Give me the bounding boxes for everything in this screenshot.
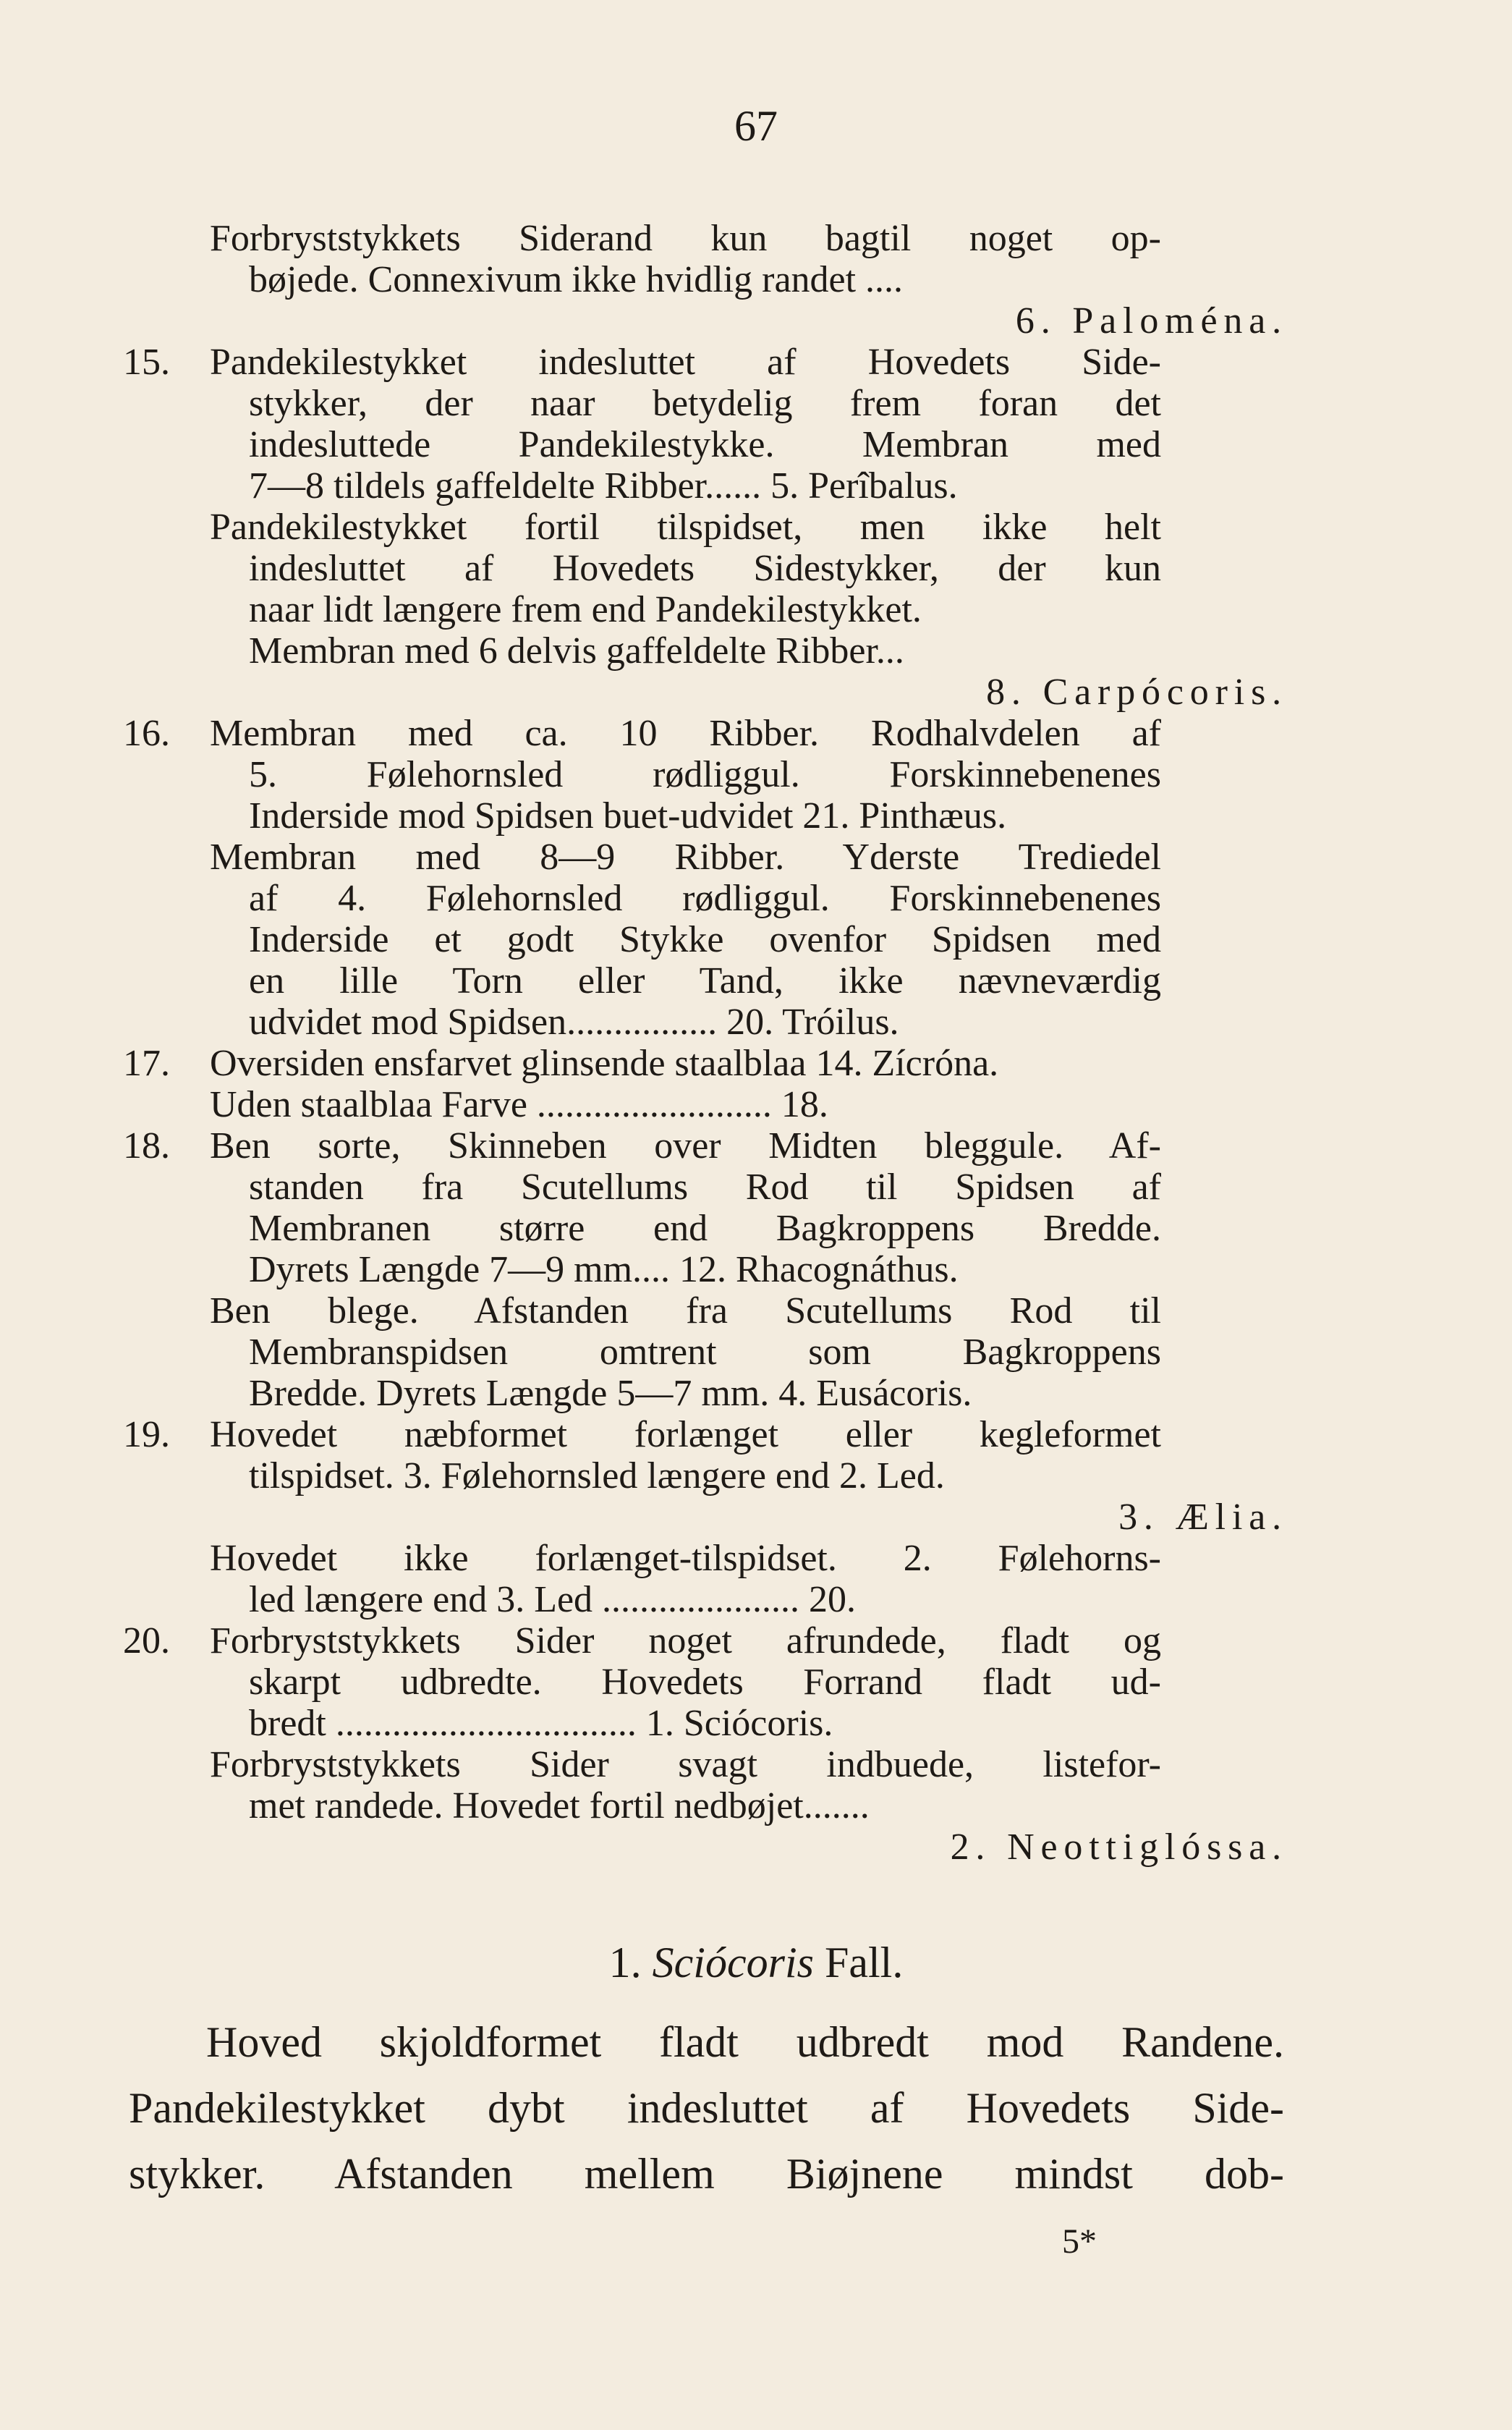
key-line-taxon: 3. Ælia. — [1118, 1496, 1288, 1538]
key-number: 19. — [123, 1414, 170, 1455]
genus-name: Sciócoris — [652, 1939, 814, 1986]
key-line: bredt ................................ 1. Sciócoris. — [249, 1703, 833, 1744]
key-line-taxon: 2. Neottiglóssa. — [950, 1826, 1288, 1868]
section-number: 1. — [608, 1939, 642, 1986]
key-line: indesluttet af Hovedets Sidestykker, der kun — [249, 548, 1161, 589]
key-line: Hovedet ikke forlænget-tilspidset. 2. Følehorns- — [210, 1538, 1161, 1579]
key-line: naar lidt længere frem end Pandekilestykket. — [249, 589, 922, 630]
page-number: 67 — [734, 102, 778, 150]
key-line: Bredde. Dyrets Længde 5—7 mm. 4. Eusácoris. — [249, 1373, 972, 1414]
key-line: standen fra Scutellums Rod til Spidsen af — [249, 1167, 1161, 1208]
key-line: tilspidset. 3. Følehornsled længere end 2. Led. — [249, 1455, 945, 1496]
key-number: 18. — [123, 1125, 170, 1167]
signature-mark: 5* — [1062, 2222, 1097, 2261]
key-line: Forbryststykkets Sider svagt indbuede, listefor- — [210, 1744, 1161, 1785]
body-line: Pandekilestykket dybt indesluttet af Hovedets Side- — [129, 2084, 1284, 2132]
key-line-taxon: 8. Carpócoris. — [986, 672, 1288, 713]
genus-author: Fall. — [824, 1939, 904, 1986]
key-line: Uden staalblaa Farve ......................... 18. — [210, 1084, 828, 1125]
key-line: Membranen større end Bagkroppens Bredde. — [249, 1208, 1161, 1249]
key-line: Inderside mod Spidsen buet-udvidet 21. Pinthæus. — [249, 795, 1007, 837]
key-line: 7—8 tildels gaffeldelte Ribber...... 5. Perîbalus. — [249, 465, 958, 507]
key-line: udvidet mod Spidsen................ 20. Tróilus. — [249, 1002, 899, 1043]
key-line: Pandekilestykket fortil tilspidset, men ikke helt — [210, 507, 1161, 548]
key-line: Dyrets Længde 7—9 mm.... 12. Rhacognáthus. — [249, 1249, 959, 1290]
key-line: bøjede. Connexivum ikke hvidlig randet .... — [249, 259, 904, 300]
body-line: Hoved skjoldformet fladt udbredt mod Randene. — [206, 2018, 1284, 2066]
key-line: Forbryststykkets Sider noget afrundede, fladt og — [210, 1620, 1161, 1661]
key-line: stykker, der naar betydelig frem foran det — [249, 383, 1161, 424]
body-line: stykker. Afstanden mellem Biøjnene mindst dob- — [129, 2150, 1284, 2198]
key-line: Membran med 8—9 Ribber. Yderste Trediedel — [210, 837, 1161, 878]
key-line: met randede. Hovedet fortil nedbøjet....... — [249, 1785, 870, 1826]
key-line-taxon: 6. Paloména. — [1015, 300, 1288, 342]
key-line: indesluttede Pandekilestykke. Membran med — [249, 424, 1161, 465]
key-line: Ben blege. Afstanden fra Scutellums Rod til — [210, 1290, 1161, 1332]
key-line: Membranspidsen omtrent som Bagkroppens — [249, 1332, 1161, 1373]
key-line: Inderside et godt Stykke ovenfor Spidsen med — [249, 919, 1161, 960]
key-line: skarpt udbredte. Hovedets Forrand fladt ud- — [249, 1661, 1161, 1703]
key-number: 20. — [123, 1620, 170, 1661]
key-line: Pandekilestykket indesluttet af Hovedets Side- — [210, 342, 1161, 383]
key-line: Forbryststykkets Siderand kun bagtil noget op- — [210, 218, 1161, 259]
key-line: Membran med ca. 10 Ribber. Rodhalvdelen af — [210, 713, 1161, 754]
key-line: Oversiden ensfarvet glinsende staalblaa 14. Zícróna. — [210, 1043, 999, 1084]
key-number: 15. — [123, 342, 170, 383]
key-line: af 4. Følehornsled rødliggul. Forskinnebenenes — [249, 878, 1161, 919]
key-line: Hovedet næbformet forlænget eller kegleformet — [210, 1414, 1161, 1455]
key-line: led længere end 3. Led ..................... 20. — [249, 1579, 857, 1620]
key-line: Membran med 6 delvis gaffeldelte Ribber... — [249, 630, 904, 672]
section-heading — [0, 1938, 1512, 1988]
key-line: Ben sorte, Skinneben over Midten bleggule. Af- — [210, 1125, 1161, 1167]
key-number: 17. — [123, 1043, 170, 1084]
key-line: 5. Følehornsled rødliggul. Forskinnebenenes — [249, 754, 1161, 795]
key-number: 16. — [123, 713, 170, 754]
key-line: en lille Torn eller Tand, ikke nævneværdig — [249, 960, 1161, 1002]
